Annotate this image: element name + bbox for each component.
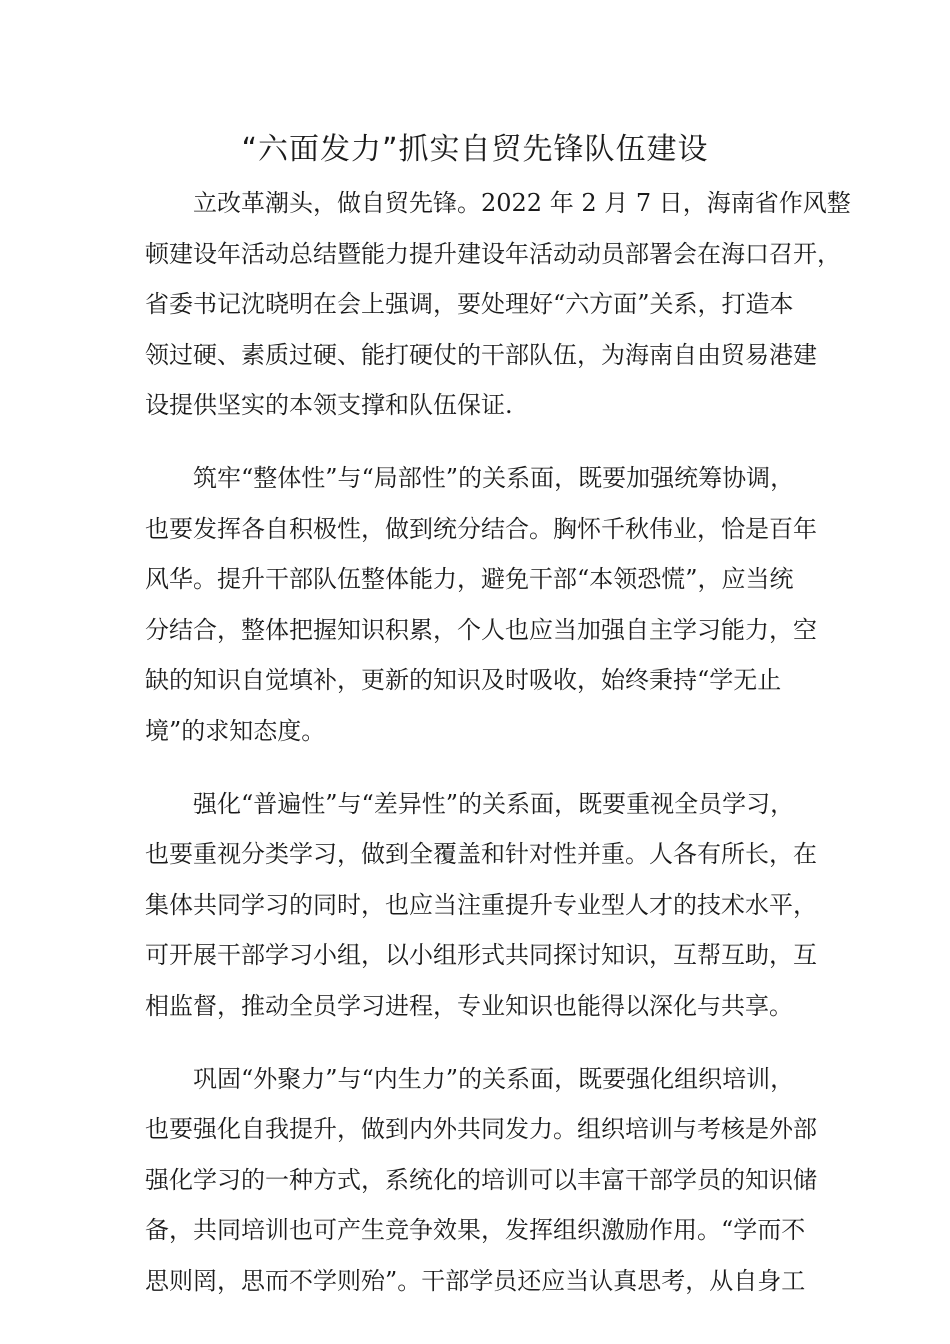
paragraph-line: 设提供坚实的本领支撑和队伍保证. <box>145 391 513 420</box>
paragraph-line: 缺的知识自觉填补，更新的知识及时吸收，始终秉持“学无止 <box>145 666 782 695</box>
paragraph-line: 分结合，整体把握知识积累，个人也应当加强自主学习能力，空 <box>145 615 817 644</box>
paragraph-line: 境”的求知态度。 <box>145 716 326 745</box>
paragraph-line: 也要重视分类学习，做到全覆盖和针对性并重。人各有所长，在 <box>145 840 817 869</box>
paragraph-line: 可开展干部学习小组，以小组形式共同探讨知识，互帮互助，互 <box>145 941 817 970</box>
paragraph-line: 也要发挥各自积极性，做到统分结合。胸怀千秋伟业，恰是百年 <box>145 514 817 543</box>
paragraph-4 <box>145 1054 835 1307</box>
paragraph-line: 顿建设年活动总结暨能力提升建设年活动动员部署会在海口召开， <box>145 239 841 268</box>
paragraph-line: 备，共同培训也可产生竞争效果，发挥组织激励作用。“学而不 <box>145 1216 806 1245</box>
paragraph-3 <box>145 779 835 1032</box>
paragraph-line: 强化学习的一种方式，系统化的培训可以丰富干部学员的知识储 <box>145 1165 817 1194</box>
paragraph-line: 风华。提升干部队伍整体能力，避免干部“本领恐慌”，应当统 <box>145 565 794 594</box>
paragraph-line: 巩固“外聚力”与“内生力”的关系面，既要强化组织培训， <box>193 1064 795 1093</box>
paragraph-line: 强化“普遍性”与“差异性”的关系面，既要重视全员学习， <box>193 789 795 818</box>
paragraph-line: 领过硬、素质过硬、能打硬仗的干部队伍，为海南自由贸易港建 <box>145 340 817 369</box>
paragraph-line: 相监督，推动全员学习进程，专业知识也能得以深化与共享。 <box>145 991 793 1020</box>
paragraph-2 <box>145 453 835 757</box>
paragraph-line: 筑牢“整体性”与“局部性”的关系面，既要加强统筹协调， <box>193 463 795 492</box>
paragraph-line: 思则罔，思而不学则殆”。干部学员还应当认真思考，从自身工 <box>145 1266 806 1295</box>
paragraph-line: 省委书记沈晓明在会上强调，要处理好“六方面”关系，打造本 <box>145 290 794 319</box>
paragraph-line: 也要强化自我提升，做到内外共同发力。组织培训与考核是外部 <box>145 1115 817 1144</box>
paragraph-1 <box>145 178 851 431</box>
document-title: “六面发力”抓实自贸先锋队伍建设 <box>241 132 709 167</box>
document-body <box>145 178 851 1328</box>
paragraph-line: 立改革潮头，做自贸先锋。2022 年 2 月 7 日，海南省作风整 <box>193 189 851 217</box>
paragraph-line: 集体共同学习的同时，也应当注重提升专业型人才的技术水平， <box>145 890 817 919</box>
